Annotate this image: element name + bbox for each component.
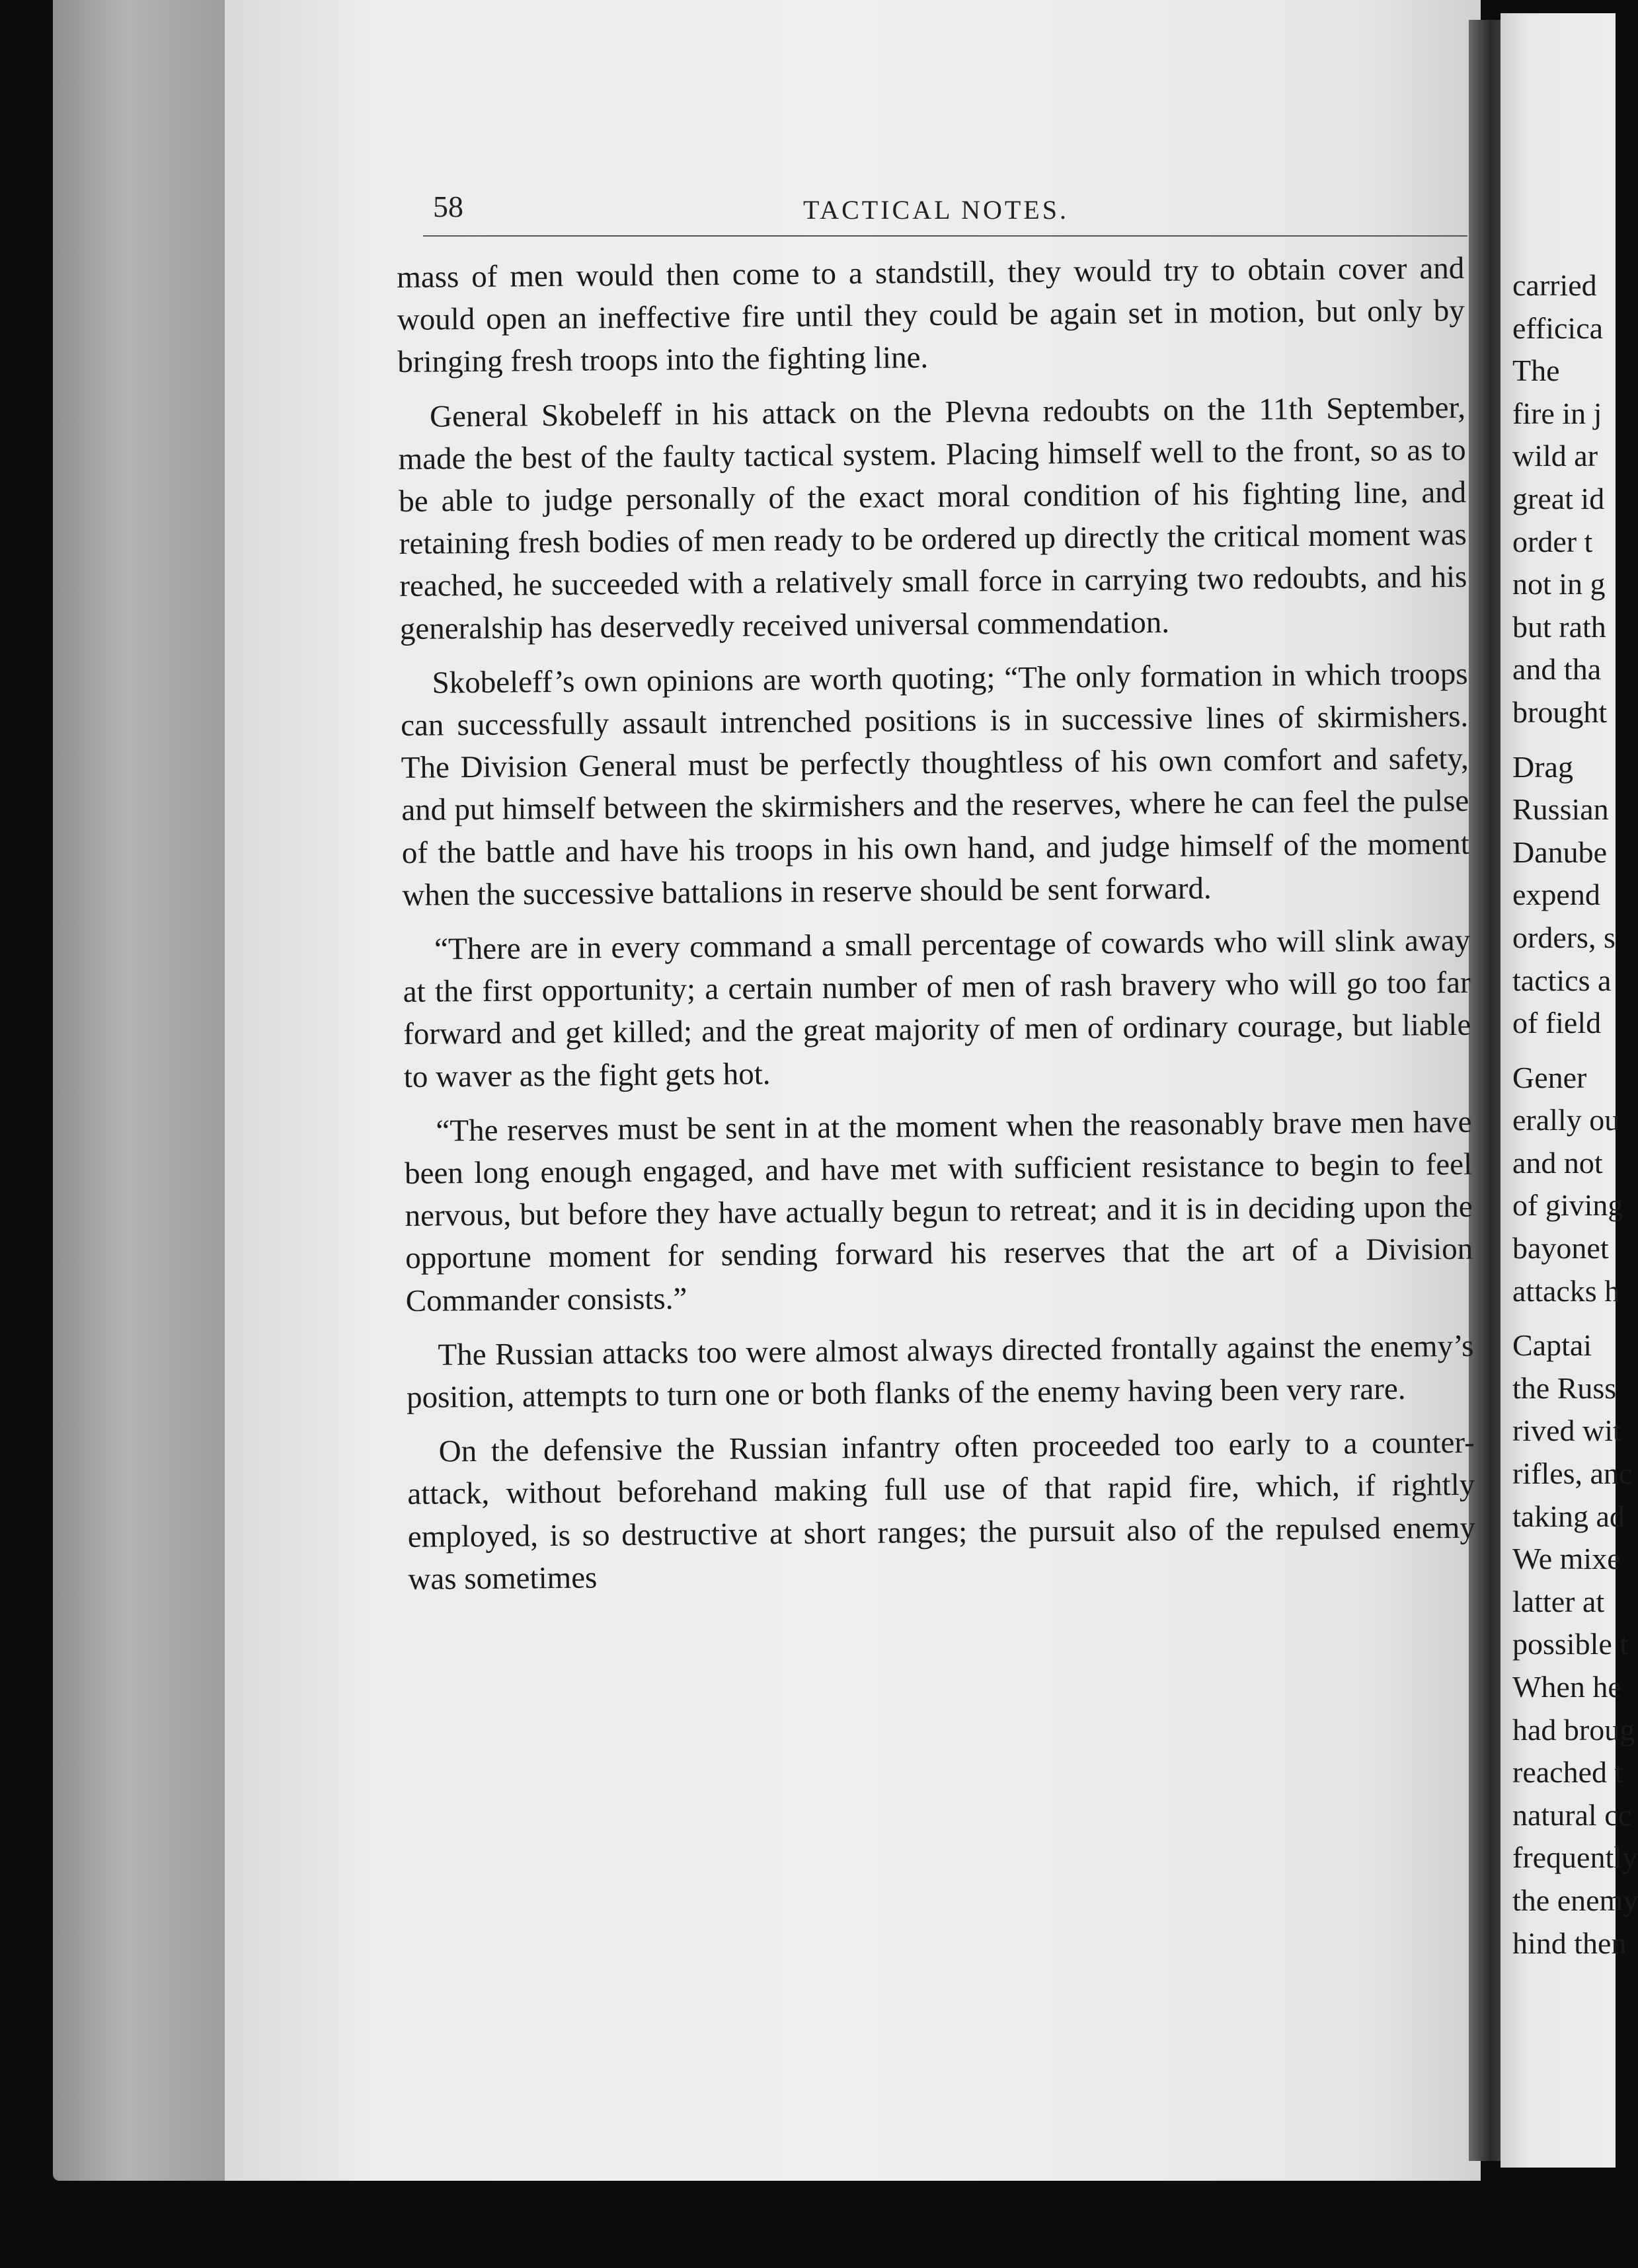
running-head-title: TACTICAL NOTES. bbox=[803, 195, 1069, 225]
facing-line: had broug bbox=[1512, 1712, 1635, 1747]
body-text bbox=[397, 247, 1476, 1612]
facing-line: and tha bbox=[1512, 652, 1602, 687]
facing-line: fire in j bbox=[1512, 396, 1602, 430]
facing-line: Captai bbox=[1512, 1328, 1592, 1363]
facing-line: latter at bbox=[1512, 1584, 1605, 1618]
facing-line: rived wit bbox=[1512, 1414, 1621, 1448]
facing-line: carried bbox=[1512, 268, 1597, 302]
facing-line: of giving bbox=[1512, 1188, 1623, 1223]
facing-line: orders, s bbox=[1512, 920, 1616, 954]
facing-line: The bbox=[1512, 354, 1560, 388]
facing-line: Danube bbox=[1512, 835, 1608, 869]
paragraph: General Skobeleff in his attack on the Plevna redoubts on the 11th September, made the best of the faulty tactical system. Placing himself well to the front, so as to be able to judge personally of the exact moral condition of his fighting line, and retaining fresh bodies of men ready to be ordered up directly the critical moment was reached, he succeeded with a relatively small force in carrying two redoubts, and his generalship has deservedly received universal commendation. bbox=[398, 390, 1467, 646]
facing-line: possible t bbox=[1512, 1627, 1629, 1661]
facing-line: erally ou bbox=[1512, 1103, 1620, 1137]
paragraph: mass of men would then come to a standstill, they would try to obtain cover and would open an ineffective fire until they could be again set in motion, but only by bringing fresh troops into the fighting line. bbox=[397, 250, 1465, 380]
facing-line: When he bbox=[1512, 1670, 1621, 1704]
facing-page-text bbox=[1512, 264, 1638, 1965]
facing-line: natural cc bbox=[1512, 1797, 1632, 1832]
facing-line: efficica bbox=[1512, 311, 1604, 345]
facing-line: Russian bbox=[1512, 792, 1609, 827]
header-rule bbox=[423, 235, 1467, 237]
facing-line: Gener bbox=[1512, 1060, 1587, 1094]
facing-line: expend bbox=[1512, 878, 1600, 912]
paragraph: Skobeleff’s own opinions are worth quoting; “The only formation in which troops can successfully assault intrenched positions is in successive lines of skirmishers. The Division General must be perfectly thoughtless of his own comfort and safety, and put himself between the skirmishers and the reserves, where he can feel the pulse of the battle and have his troops in his own hand, and judge himself of the moment when the successive battalions in reserve should be sent forward. bbox=[400, 656, 1470, 913]
facing-line: of field bbox=[1512, 1006, 1602, 1040]
facing-line: but rath bbox=[1512, 609, 1606, 644]
facing-line: great id bbox=[1512, 481, 1605, 515]
facing-line: bayonet bbox=[1512, 1231, 1609, 1266]
facing-line: and not bbox=[1512, 1145, 1603, 1180]
paragraph: On the defensive the Russian infantry often proceeded too early to a counter-attack, without beforehand making full use of that rapid fire, which, if rightly employed, is so destructive at short ranges; the pursuit also of the repulsed enemy was sometimes bbox=[407, 1425, 1476, 1597]
facing-line: rifles, anc bbox=[1512, 1456, 1633, 1491]
facing-line: We mixe bbox=[1512, 1542, 1621, 1576]
page-number: 58 bbox=[433, 190, 463, 223]
facing-line: wild ar bbox=[1512, 439, 1598, 473]
facing-line: brought bbox=[1512, 695, 1608, 729]
paragraph: “The reserves must be sent in at the moment when the reasonably brave men have been long enough engaged, and have met with sufficient resistance to begin to feel nervous, but before they have actually begun to retreat; and it is in deciding upon the opportune moment for sending forward his reserves that the art of a Division Commander consists.” bbox=[404, 1104, 1473, 1318]
facing-line: hind then bbox=[1512, 1926, 1627, 1960]
paragraph: The Russian attacks too were almost always directed frontally against the enemy’s position, attempts to turn one or both flanks of the enemy having been very rare. bbox=[406, 1328, 1474, 1416]
facing-line: reached t bbox=[1512, 1755, 1623, 1790]
page-edge-stack bbox=[53, 0, 238, 2181]
facing-line: attacks h bbox=[1512, 1273, 1620, 1308]
facing-line: order t bbox=[1512, 524, 1593, 558]
facing-line: taking ad bbox=[1512, 1499, 1625, 1533]
facing-line: the enemy bbox=[1512, 1883, 1638, 1917]
facing-line: frequently bbox=[1512, 1840, 1638, 1875]
paragraph: “There are in every command a small percentage of cowards who will slink away at the first opportunity; a certain number of men of rash bravery who will go too far forward and get killed; and the great majority of men of ordinary courage, but liable to waver as the fight gets hot. bbox=[403, 923, 1471, 1094]
facing-line: tactics a bbox=[1512, 963, 1612, 997]
running-head bbox=[433, 184, 1464, 230]
facing-line: not in g bbox=[1512, 567, 1606, 601]
facing-line: the Russ bbox=[1512, 1371, 1617, 1405]
facing-line: Drag bbox=[1512, 749, 1573, 784]
